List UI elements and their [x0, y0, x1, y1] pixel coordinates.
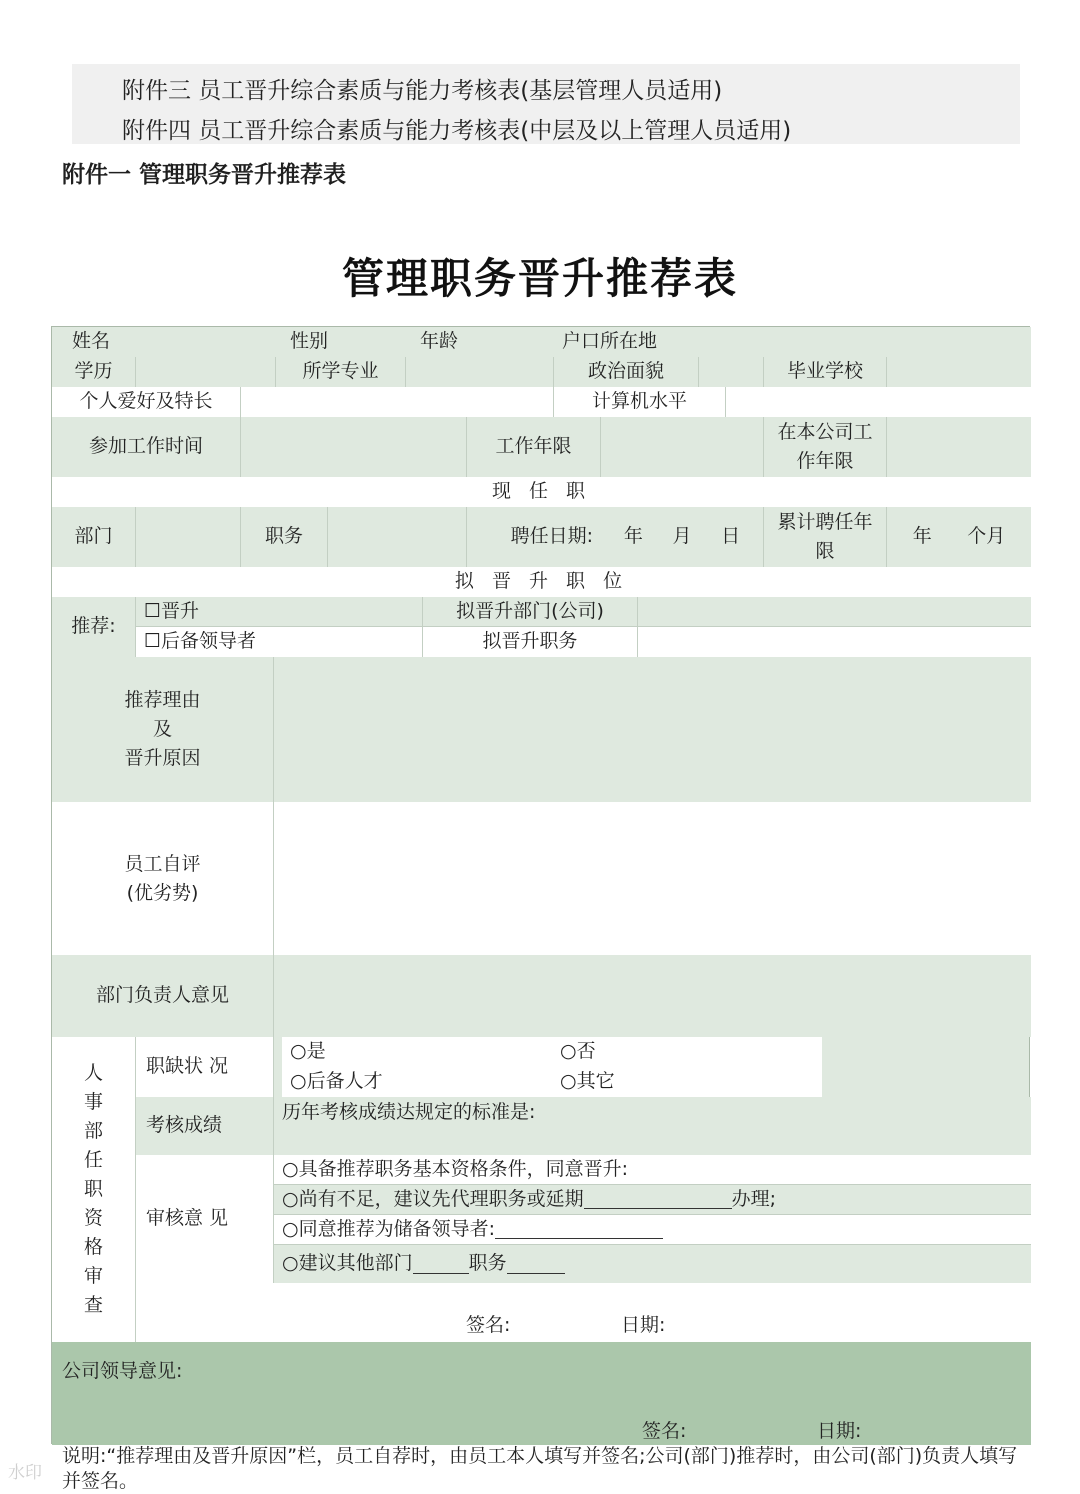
- reason-field[interactable]: [274, 657, 1031, 802]
- review-other-position-text: 职务: [468, 1252, 507, 1275]
- reserve-leader-checkbox[interactable]: ☐后备领导者: [136, 627, 423, 657]
- recommend-label: 推荐:: [52, 597, 136, 657]
- assessment-field[interactable]: [274, 1097, 1031, 1155]
- hr-sign-label: 签名:: [466, 1314, 511, 1337]
- attachment-1-heading: 附件一 管理职务晋升推荐表: [62, 162, 347, 188]
- major-field[interactable]: [406, 357, 554, 387]
- self-eval-line2: (优劣势): [126, 881, 199, 904]
- row-basic-info: [52, 327, 1031, 357]
- hr-char: 人: [83, 1062, 103, 1084]
- review-delay-suffix: 办理;: [731, 1187, 776, 1210]
- watermark: 水印: [8, 1463, 42, 1483]
- political-field[interactable]: [699, 357, 764, 387]
- form-title: 管理职务晋升推荐表: [341, 254, 738, 303]
- dept-head-field[interactable]: [274, 955, 1031, 1037]
- work-start-label: 参加工作时间: [52, 417, 241, 477]
- dept-head-label: 部门负责人意见: [52, 955, 274, 1037]
- name-label: 姓名: [64, 327, 164, 357]
- review-delay-blank[interactable]: [584, 1190, 732, 1209]
- school-label: 毕业学校: [764, 357, 887, 387]
- hobby-field[interactable]: [241, 387, 554, 417]
- reason-line2: 及: [152, 718, 172, 740]
- review-option-reserve[interactable]: [274, 1215, 1031, 1245]
- review-delay-text: ○尚有不足，建议先代理职务或延期: [282, 1187, 584, 1210]
- age-label: 年龄: [412, 327, 492, 357]
- hire-month-unit: 月: [672, 525, 692, 548]
- review-label: 审核意 见: [136, 1155, 274, 1283]
- leader-opinion-section[interactable]: [52, 1342, 1031, 1445]
- hobby-label: 个人爱好及特长: [52, 387, 241, 417]
- assessment-label: 考核成绩: [136, 1097, 274, 1155]
- political-label: 政治面貌: [554, 357, 699, 387]
- dept-label: 部门: [52, 507, 136, 567]
- company-years-field[interactable]: [887, 417, 1031, 477]
- company-years-line1: 在本公司工: [777, 421, 873, 443]
- reason-line3: 晋升原因: [124, 747, 201, 769]
- cum-year-unit: 年: [912, 525, 932, 548]
- attachment-4-line: 附件四 员工晋升综合素质与能力考核表(中层及以上管理人员适用): [122, 118, 792, 144]
- form-note: 说明:“推荐理由及晋升原因”栏，员工自荐时，由员工本人填写并签名;公司(部门)推荐时，由公司(部门)负责人填写并签名。: [62, 1445, 1018, 1492]
- hr-char: 审: [83, 1265, 103, 1287]
- promotion-checkbox[interactable]: ☐晋升: [136, 597, 423, 627]
- review-option-approve[interactable]: ○具备推荐职务基本资格条件，同意晋升:: [274, 1155, 1031, 1185]
- review-other-dept-blank[interactable]: [413, 1255, 469, 1274]
- attachment-3-line: 附件三 员工晋升综合素质与能力考核表(基层管理人员适用): [122, 78, 723, 104]
- hr-char: 部: [83, 1120, 103, 1142]
- vacancy-reserve-radio[interactable]: ○后备人才: [282, 1067, 552, 1097]
- self-eval-field[interactable]: [274, 802, 1031, 955]
- hire-day-unit: 日: [721, 525, 741, 548]
- cumulative-term-field[interactable]: [887, 507, 1031, 567]
- vacancy-yes-radio[interactable]: ○是: [282, 1037, 552, 1067]
- hukou-label: 户口所在地: [554, 327, 694, 357]
- position-field[interactable]: [328, 507, 467, 567]
- computer-label: 计算机水平: [554, 387, 726, 417]
- leader-opinion-label: 公司领导意见:: [62, 1360, 183, 1382]
- work-years-field[interactable]: [601, 417, 764, 477]
- major-label: 所学专业: [276, 357, 406, 387]
- hr-char: 职: [83, 1178, 103, 1200]
- review-option-delay[interactable]: [274, 1185, 1031, 1215]
- review-option-other-dept[interactable]: [274, 1245, 1031, 1283]
- planned-position-label: 拟晋升职务: [423, 627, 638, 657]
- dept-field[interactable]: [136, 507, 241, 567]
- review-reserve-blank[interactable]: [495, 1220, 663, 1239]
- hr-char: 资: [83, 1207, 103, 1229]
- planned-dept-field[interactable]: [638, 597, 1031, 627]
- work-years-label: 工作年限: [467, 417, 601, 477]
- review-reserve-text: ○同意推荐为储备领导者:: [282, 1217, 495, 1240]
- gender-label: 性别: [282, 327, 362, 357]
- cumulative-term-line1: 累计聘任年: [777, 511, 873, 533]
- hr-review-vertical-label: [52, 1037, 136, 1342]
- vacancy-label: 职缺状 况: [136, 1037, 274, 1097]
- hr-char: 格: [83, 1236, 103, 1258]
- education-field[interactable]: [136, 357, 276, 387]
- reason-label: [52, 657, 274, 802]
- hr-date-label: 日期:: [621, 1314, 666, 1337]
- self-eval-label: [52, 802, 274, 955]
- self-eval-line1: 员工自评: [124, 852, 201, 875]
- review-other-position-blank[interactable]: [507, 1255, 565, 1274]
- computer-field[interactable]: [726, 387, 1031, 417]
- reason-line1: 推荐理由: [124, 689, 201, 711]
- leader-date-label: 日期:: [817, 1420, 862, 1442]
- company-years-label: [764, 417, 887, 477]
- company-years-line2: 作年限: [796, 450, 854, 472]
- planned-position-field[interactable]: [638, 627, 1031, 657]
- hr-char: 事: [83, 1091, 103, 1113]
- hr-char: 任: [83, 1149, 103, 1171]
- review-other-dept-text: ○建议其他部门: [282, 1252, 413, 1275]
- work-start-field[interactable]: [241, 417, 467, 477]
- leader-sign-label: 签名:: [642, 1420, 687, 1442]
- hire-date-label: 聘任日期:: [467, 507, 601, 567]
- planned-position-header: 拟 晋 升 职 位: [52, 567, 1031, 597]
- vacancy-no-radio[interactable]: ○否: [552, 1037, 822, 1067]
- hire-year-unit: 年: [623, 525, 643, 548]
- position-label: 职务: [241, 507, 328, 567]
- assessment-text: 历年考核成绩达规定的标准是:: [282, 1101, 536, 1123]
- recommendation-form: [51, 326, 1030, 1444]
- cumulative-term-label: [764, 507, 887, 567]
- planned-dept-label: 拟晋升部门(公司): [423, 597, 638, 627]
- school-field[interactable]: [887, 357, 1031, 387]
- hr-sign-row: [136, 1283, 1031, 1342]
- cum-month-unit: 个月: [967, 525, 1006, 548]
- education-label: 学历: [52, 357, 136, 387]
- hire-date-field[interactable]: [601, 507, 764, 567]
- current-position-header: 现 任 职: [52, 477, 1031, 507]
- vacancy-other-radio[interactable]: ○其它: [552, 1067, 822, 1097]
- hr-char: 查: [83, 1294, 103, 1316]
- cumulative-term-line2: 限: [815, 540, 835, 562]
